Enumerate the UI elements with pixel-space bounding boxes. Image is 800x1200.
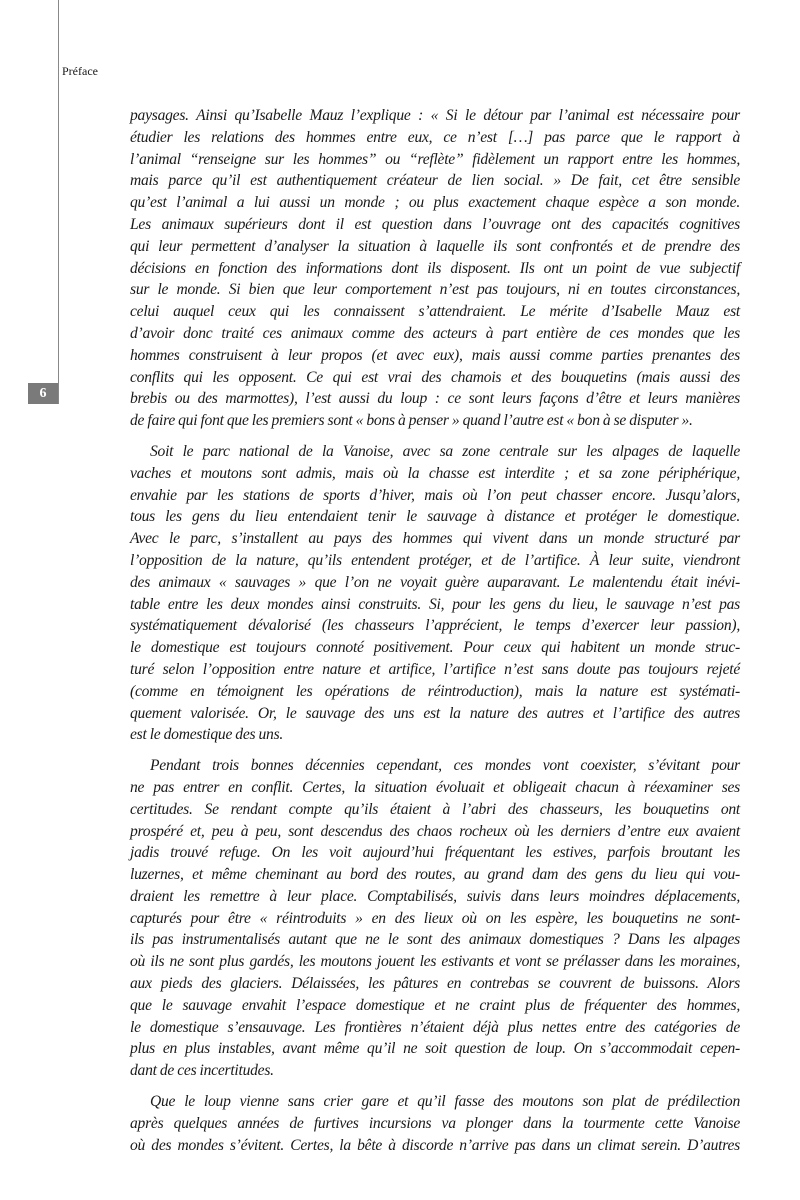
text-line: après quelques années de furtives incursions va plonger dans la tourmente cette Vanoise [130, 1114, 740, 1132]
text-line: mais parce qu’il est authentiquement créateur de lien social. » De fait, cet être sensible [130, 172, 740, 190]
text-line: où des mondes s’évitent. Certes, la bête à discorde n’arrive pas dans un climat serein. D’autres [130, 1136, 740, 1154]
text-line: tous les gens du lieu entendaient tenir le sauvage à distance et protéger le domestique. [130, 508, 740, 526]
text-line: d’avoir donc traité ces animaux comme des acteurs à part entière de ces mondes que les [130, 324, 740, 342]
text-line: qui leur permettent d’analyser la situation à laquelle ils sont confrontés et de prendre des [130, 237, 740, 255]
text-line: étudier les relations des hommes entre eux, ce n’est […] pas parce que le rapport à [130, 128, 740, 146]
text-line: ne pas entrer en conflit. Certes, la situation évoluait et obligeait chacun à réexaminer ses [130, 778, 740, 796]
margin-rule [58, 0, 59, 404]
text-line: Soit le parc national de la Vanoise, avec sa zone centrale sur les alpages de laquelle [150, 442, 740, 460]
text-line: jadis trouvé refuge. On les voit aujourd’hui fréquentant les estives, parfois broutant les [130, 844, 740, 862]
text-line: luzernes, et même cheminant au bord des routes, au grand dam des gens du lieu qui vou- [130, 866, 740, 884]
page-number: 6 [28, 383, 58, 404]
text-line: le domestique est toujours connoté positivement. Pour ceux qui habitent un monde struc- [130, 639, 740, 657]
text-line: certitudes. Se rendant compte qu’ils étaient à l’abri des chasseurs, les bouquetins ont [130, 800, 740, 818]
text-line: quement valorisée. Or, le sauvage des uns est la nature des autres et l’artifice des autres [130, 704, 740, 722]
text-line: des animaux « sauvages » que l’on ne voyait guère auparavant. Le malentendu était inévi- [130, 573, 740, 591]
text-line: sur le monde. Si bien que leur comportement n’est pas toujours, ni en toutes circonstances, [130, 281, 740, 299]
text-line: hommes construisent à leur propos (et avec eux), mais aussi comme parties prenantes des [130, 346, 740, 364]
text-line: ils pas instrumentalisés autant que ne le sont des animaux domestiques ? Dans les alpages [130, 931, 740, 949]
text-line: draient les remettre à leur place. Comptabilisés, suivis dans leurs moindres déplacements, [130, 887, 740, 905]
text-line: plus en plus instables, avant même qu’il ne soit question de loup. On s’accommodait cepen- [130, 1040, 740, 1058]
text-line: table entre les deux mondes ainsi construits. Si, pour les gens du lieu, le sauvage n’est pas [130, 595, 740, 613]
text-line: Les animaux supérieurs dont il est question dans l’ouvrage ont des capacités cognitives [130, 215, 740, 233]
text-line: turé selon l’opposition entre nature et artifice, l’artifice n’est sans doute pas toujours rejeté [130, 660, 740, 678]
text-line: est le domestique des uns. [130, 726, 284, 744]
text-line: que le sauvage envahit l’espace domestique et ne craint plus de fréquenter des hommes, [130, 996, 740, 1014]
text-line: aux pieds des glaciers. Délaissées, les pâtures en contrebas se couvrent de buissons. Alors [130, 975, 740, 993]
text-line: (comme en témoignent les opérations de réintroduction), mais la nature est systémati- [130, 682, 740, 700]
body-text [130, 105, 740, 1165]
text-line: dant de ces incertitudes. [130, 1062, 274, 1080]
text-line: paysages. Ainsi qu’Isabelle Mauz l’explique : « Si le détour par l’animal est nécessaire pour [130, 107, 740, 124]
running-title: Préface [62, 64, 98, 78]
text-line: le domestique s’ensauvage. Les frontières n’étaient déjà plus nettes entre des catégories de [130, 1018, 740, 1036]
text-line: Avec le parc, s’installent au pays des hommes qui vivent dans un monde structuré par [130, 530, 740, 548]
text-line: envahie par les stations de sports d’hiver, mais où l’on peut chasser encore. Jusqu’alors, [130, 486, 740, 504]
text-line: de faire qui font que les premiers sont « bons à penser » quand l’autre est « bon à se disputer ». [130, 412, 693, 430]
text-line: celui auquel ceux qui les connaissent s’attendraient. Le mérite d’Isabelle Mauz est [130, 303, 740, 321]
paragraph [130, 105, 740, 432]
paragraph [130, 1091, 740, 1156]
text-line: Que le loup vienne sans crier gare et qu’il fasse des moutons son plat de prédilection [150, 1093, 740, 1111]
text-line: Pendant trois bonnes décennies cependant, ces mondes vont coexister, s’évitant pour [150, 757, 740, 775]
text-line: brebis ou des marmottes), l’est aussi du loup : ce sont leurs façons d’être et leurs manières [130, 390, 740, 408]
text-line: conflits qui les opposent. Ce qui est vrai des chamois et des bouquetins (mais aussi des [130, 368, 740, 386]
text-line: décisions en fonction des informations dont ils disposent. Ils ont un point de vue subjectif [130, 259, 740, 277]
text-line: prospéré et, peu à peu, sont descendus des chaos rocheux où les derniers d’entre eux avaient [130, 822, 740, 840]
text-line: systématiquement dévalorisé (les chasseurs l’apprécient, le temps d’exercer leur passion), [130, 617, 740, 635]
text-line: l’animal “renseigne sur les hommes” ou “reflète” fidèlement un rapport entre les hommes, [130, 150, 740, 168]
text-line: où ils ne sont plus gardés, les moutons jouent les estivants et vont se prélasser dans les moraines, [130, 953, 740, 971]
paragraph [130, 441, 740, 746]
text-line: qu’est l’animal a lui aussi un monde ; ou plus exactement chaque espèce a son monde. [130, 194, 740, 212]
text-line: l’opposition de la nature, qu’ils entendent protéger, et de l’artifice. À leur suite, viendront [130, 551, 740, 569]
text-line: capturés pour être « réintroduits » en des lieux où on les espère, les bouquetins ne sont- [130, 909, 740, 927]
text-line: vaches et moutons sont admis, mais où la chasse est interdite ; et sa zone périphérique, [130, 464, 740, 482]
paragraph [130, 755, 740, 1082]
